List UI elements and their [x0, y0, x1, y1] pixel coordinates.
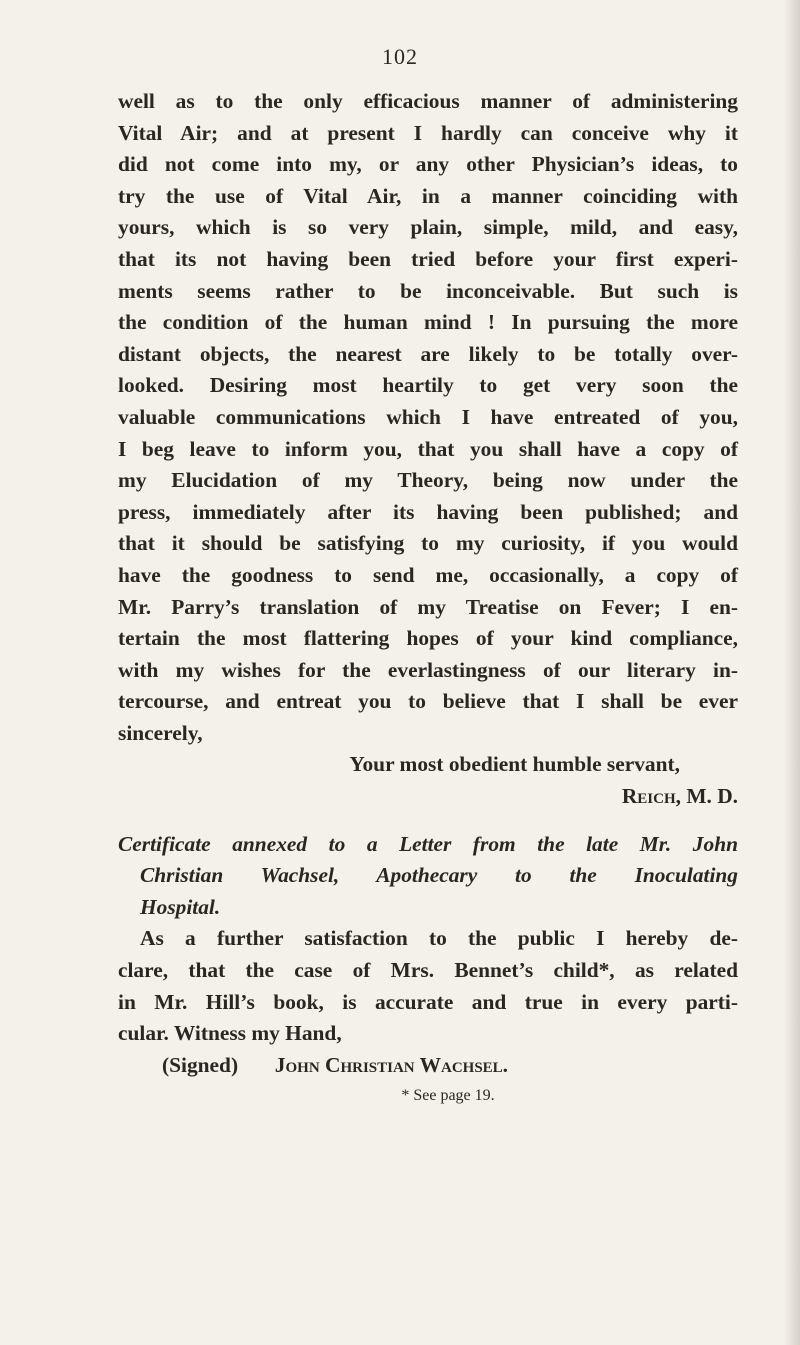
signed-label: (Signed)	[162, 1052, 239, 1077]
letter-line: distant objects, the nearest are likely to be totally over-	[118, 341, 738, 366]
letter-line: I beg leave to inform you, that you shall have a copy of	[118, 436, 738, 461]
certificate-section	[118, 829, 738, 1110]
letter-line: Mr. Parry’s translation of my Treatise on Fever; I en-	[118, 594, 738, 619]
certificate-line: in Mr. Hill’s book, is accurate and true in every parti-	[118, 989, 738, 1014]
page-number: 102	[382, 44, 418, 69]
certificate-line: As a further satisfaction to the public I hereby de-	[140, 926, 738, 951]
page-body	[118, 86, 738, 1109]
letter-line: Vital Air; and at present I hardly can conceive why it	[118, 120, 738, 145]
letter-line: the condition of the human mind ! In pursuing the more	[118, 310, 738, 335]
certificate-line: cular. Witness my Hand,	[118, 1021, 342, 1046]
letter-line: ments seems rather to be inconceivable. But such is	[118, 278, 738, 303]
signed-name: John Christian Wachsel.	[274, 1052, 509, 1077]
letter-body	[118, 86, 738, 813]
letter-line: press, immediately after its having been published; and	[118, 499, 738, 524]
letter-line: looked. Desiring most heartily to get very soon the	[118, 373, 738, 398]
page-edge-shadow	[784, 0, 800, 1345]
letter-line: tercourse, and entreat you to believe that I shall be ever	[118, 689, 738, 714]
certificate-title-line: Christian Wachsel, Apothecary to the Inoculating	[140, 863, 738, 888]
letter-line: try the use of Vital Air, in a manner coinciding with	[118, 183, 738, 208]
certificate-line: clare, that the case of Mrs. Bennet’s child*, as related	[118, 958, 738, 983]
letter-line: tertain the most flattering hopes of your kind compliance,	[118, 626, 738, 651]
letter-line: sincerely,	[118, 720, 203, 745]
letter-line: that its not having been tried before your first experi-	[118, 246, 738, 271]
letter-line: have the goodness to send me, occasionally, a copy of	[118, 562, 738, 587]
letter-line: that it should be satisfying to my curiosity, if you would	[118, 531, 738, 556]
letter-line: valuable communications which I have entreated of you,	[118, 404, 738, 429]
letter-line: well as to the only efficacious manner of administering	[118, 89, 738, 113]
certificate-title-line: Certificate annexed to a Letter from the late Mr. John	[118, 831, 738, 856]
certificate-title-line: Hospital.	[140, 894, 221, 919]
section-gap	[118, 813, 738, 829]
letter-closing: Your most obedient humble servant,	[349, 752, 680, 777]
letter-line: my Elucidation of my Theory, being now under the	[118, 468, 738, 493]
letter-line: did not come into my, or any other Physician’s ideas, to	[118, 152, 738, 177]
letter-signature: Reich, M. D.	[621, 784, 738, 809]
footnote: * See page 19.	[401, 1087, 495, 1105]
letter-line: yours, which is so very plain, simple, mild, and easy,	[118, 215, 738, 240]
certificate-signed-line	[118, 1050, 738, 1082]
letter-line: with my wishes for the everlastingness of our literary in-	[118, 657, 738, 682]
